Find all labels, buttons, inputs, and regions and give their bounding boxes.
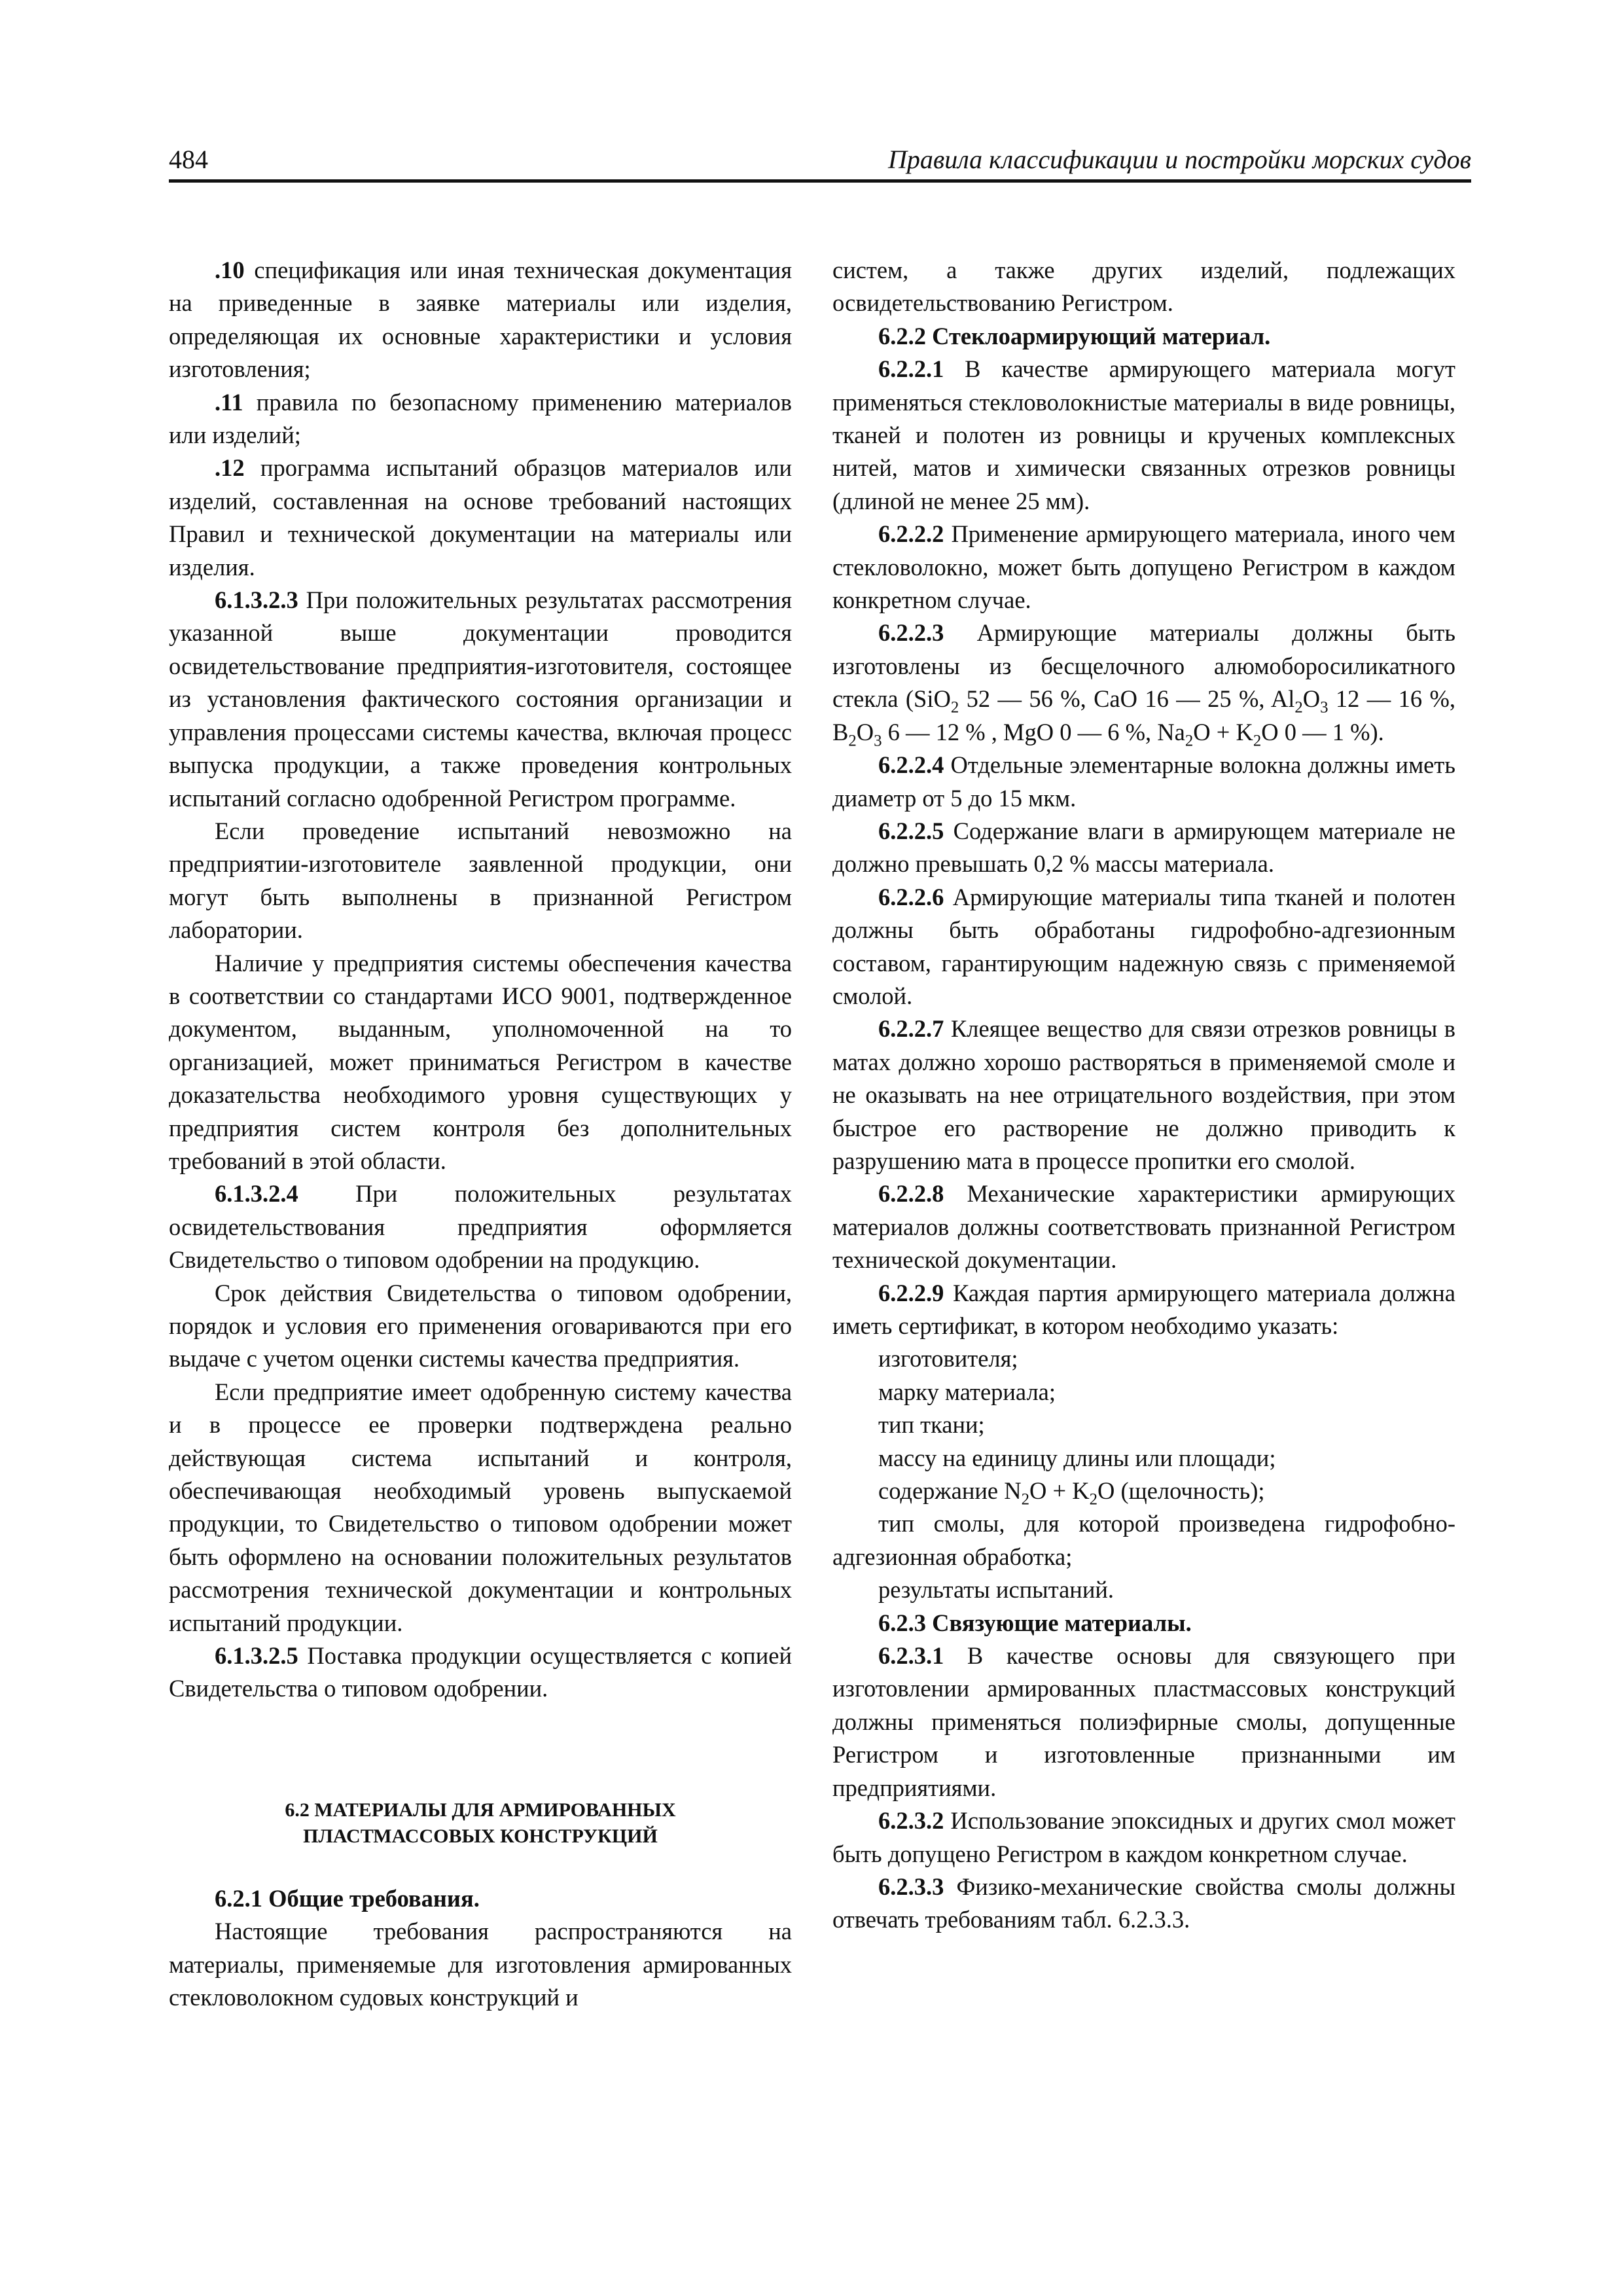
paragraph: Если проведение испытаний невозможно на предприятии-изготовителе заявленной продукции, они могут быть выполнены в признанной Регистром лаборатории. (169, 817, 792, 944)
list-item: тип смолы, для которой произведена гидрофобно-адгезионная обработка; (832, 1510, 1455, 1570)
paragraph-composition: 6.2.2.3 Армирующие материалы должны быть изготовлены из бесщелочного алюмоборосиликатного стекла (SiO$_2$ 52 — 56 %, CaO 16 — 25 %, $Al_2O_3$ 12 — 16 %, $B_2O_3$ 6 — 12 % , MgO 0 — 6 %, $Na_2O + K_2O$ 0 — 1 %). (832, 619, 1456, 749)
paragraph: 6.2.2.2 Применение армирующего материала, иного чем стекловолокно, может быть допущено Регистром в каждом конкретном случае. (832, 520, 1455, 614)
paragraph: 6.2.2.1 В качестве армирующего материала могут применяться стекловолокнистые материалы в виде ровницы, тканей и полотен из ровницы и крученых комплексных нитей, матов и химически связанных отрезков ровницы (длиной не менее 25 мм). (832, 355, 1455, 514)
paragraph: Срок действия Свидетельства о типовом одобрении, порядок и условия его применения оговариваются при его выдаче с учетом оценки системы качества предприятия. (169, 1279, 792, 1372)
paragraph: .12 программа испытаний образцов материалов или изделий, составленная на основе требований настоящих Правил и технической документации на материалы или изделия. (169, 454, 792, 581)
subsection-heading-6-2-2: 6.2.2 Стеклоармирующий материал. (878, 322, 1271, 350)
paragraph: Настоящие требования распространяются на материалы, применяемые для изготовления армированных стекловолокном судовых конструкций и (169, 1918, 792, 2011)
paragraph: 6.2.2.9 Каждая партия армирующего материала должна иметь сертификат, в котором необходимо указать: (832, 1279, 1455, 1339)
paragraph: 6.2.2.6 Армирующие материалы типа тканей и полотен должны быть обработаны гидрофобно-адгезионным составом, гарантирующим надежную связь с применяемой смолой. (832, 883, 1455, 1009)
paragraph: 6.2.2.4 Отдельные элементарные волокна должны иметь диаметр от 5 до 15 мкм. (832, 751, 1455, 812)
paragraph: .11 правила по безопасному применению материалов или изделий; (169, 388, 792, 449)
paragraph: 6.1.3.2.3 При положительных результатах рассмотрения указанной выше документации проводится освидетельствование предприятия-изготовителя, состоящее из установления фактического состояния организации и управления процессами системы качества, включая процесс выпуска продукции, а также проведения контрольных испытаний согласно одобренной Регистром программе. (169, 586, 792, 812)
paragraph: 6.2.3.1 В качестве основы для связующего при изготовлении армированных пластмассовых конструкций должны применяться полиэфирные смолы, допущенные Регистром и изготовленные признанными им предприятиями. (832, 1642, 1455, 1801)
paragraph: систем, а также других изделий, подлежащих освидетельствованию Регистром. (832, 257, 1455, 317)
paragraph: 6.2.2.5 Содержание влаги в армирующем материале не должно превышать 0,2 % массы материала. (832, 817, 1455, 878)
running-title: Правила классификации и постройки морских судов (887, 145, 1471, 174)
paragraph: 6.2.2.8 Механические характеристики армирующих материалов должны соответствовать признанной Регистром технической документации. (832, 1180, 1455, 1274)
list-item: тип ткани; (878, 1411, 985, 1439)
list-item: массу на единицу длины или площади; (878, 1444, 1276, 1471)
subsection-heading-6-2-3: 6.2.3 Связующие материалы. (878, 1609, 1192, 1636)
paragraph: 6.2.3.3 Физико-механические свойства смолы должны отвечать требованиям табл. 6.2.3.3. (832, 1873, 1455, 1933)
list-item: результаты испытаний. (878, 1576, 1115, 1604)
paragraph: 6.1.3.2.5 Поставка продукции осуществляется с копией Свидетельства о типовом одобрении. (169, 1642, 792, 1702)
section-heading-6-2-line2: ПЛАСТМАССОВЫХ КОНСТРУКЦИЙ (303, 1825, 658, 1847)
list-item: марку материала; (878, 1378, 1056, 1405)
paragraph: Наличие у предприятия системы обеспечения качества в соответствии со стандартами ИСО 9001, подтвержденное документом, выданным, уполномоченной на то организацией, может приниматься Регистром в качестве доказательства необходимого уровня существующих у предприятия систем контроля без дополнительных требований в этой области. (169, 949, 792, 1174)
paragraph: 6.2.2.7 Клеящее вещество для связи отрезков ровницы в матах должно хорошо растворяться в применяемой смоле и не оказывать на нее отрицательного воздействия, при этом быстрое его растворение не должно приводить к разрушению мата в процессе пропитки его смолой. (832, 1015, 1455, 1174)
subsection-heading-6-2-1: 6.2.1 Общие требования. (215, 1884, 480, 1912)
paragraph: .10 спецификация или иная техническая документация на приведенные в заявке материалы или изделия, определяющая их основные характеристики и условия изготовления; (169, 257, 792, 383)
page-header (169, 144, 1471, 183)
right-column (832, 254, 1455, 1937)
paragraph: 6.1.3.2.4 При положительных результатах освидетельствования предприятия оформляется Свидетельство о типовом одобрении на продукцию. (169, 1180, 792, 1274)
list-item: изготовителя; (878, 1345, 1018, 1372)
left-column (169, 254, 792, 2015)
list-item: содержание $N_2O + K_2O$ (щелочность); (878, 1477, 1265, 1509)
paragraph: Если предприятие имеет одобренную систему качества и в процессе ее проверки подтверждена реально действующая система испытаний и контроля, обеспечивающая необходимый уровень выпускаемой продукции, то Свидетельство о типовом одобрении может быть оформлено на основании положительных результатов рассмотрения технической документации и контрольных испытаний продукции. (169, 1378, 792, 1636)
section-heading-6-2: 6.2 МАТЕРИАЛЫ ДЛЯ АРМИРОВАННЫХ (285, 1799, 676, 1821)
paragraph: 6.2.3.2 Использование эпоксидных и других смол может быть допущено Регистром в каждом конкретном случае. (832, 1807, 1455, 1867)
page-number: 484 (169, 145, 208, 174)
